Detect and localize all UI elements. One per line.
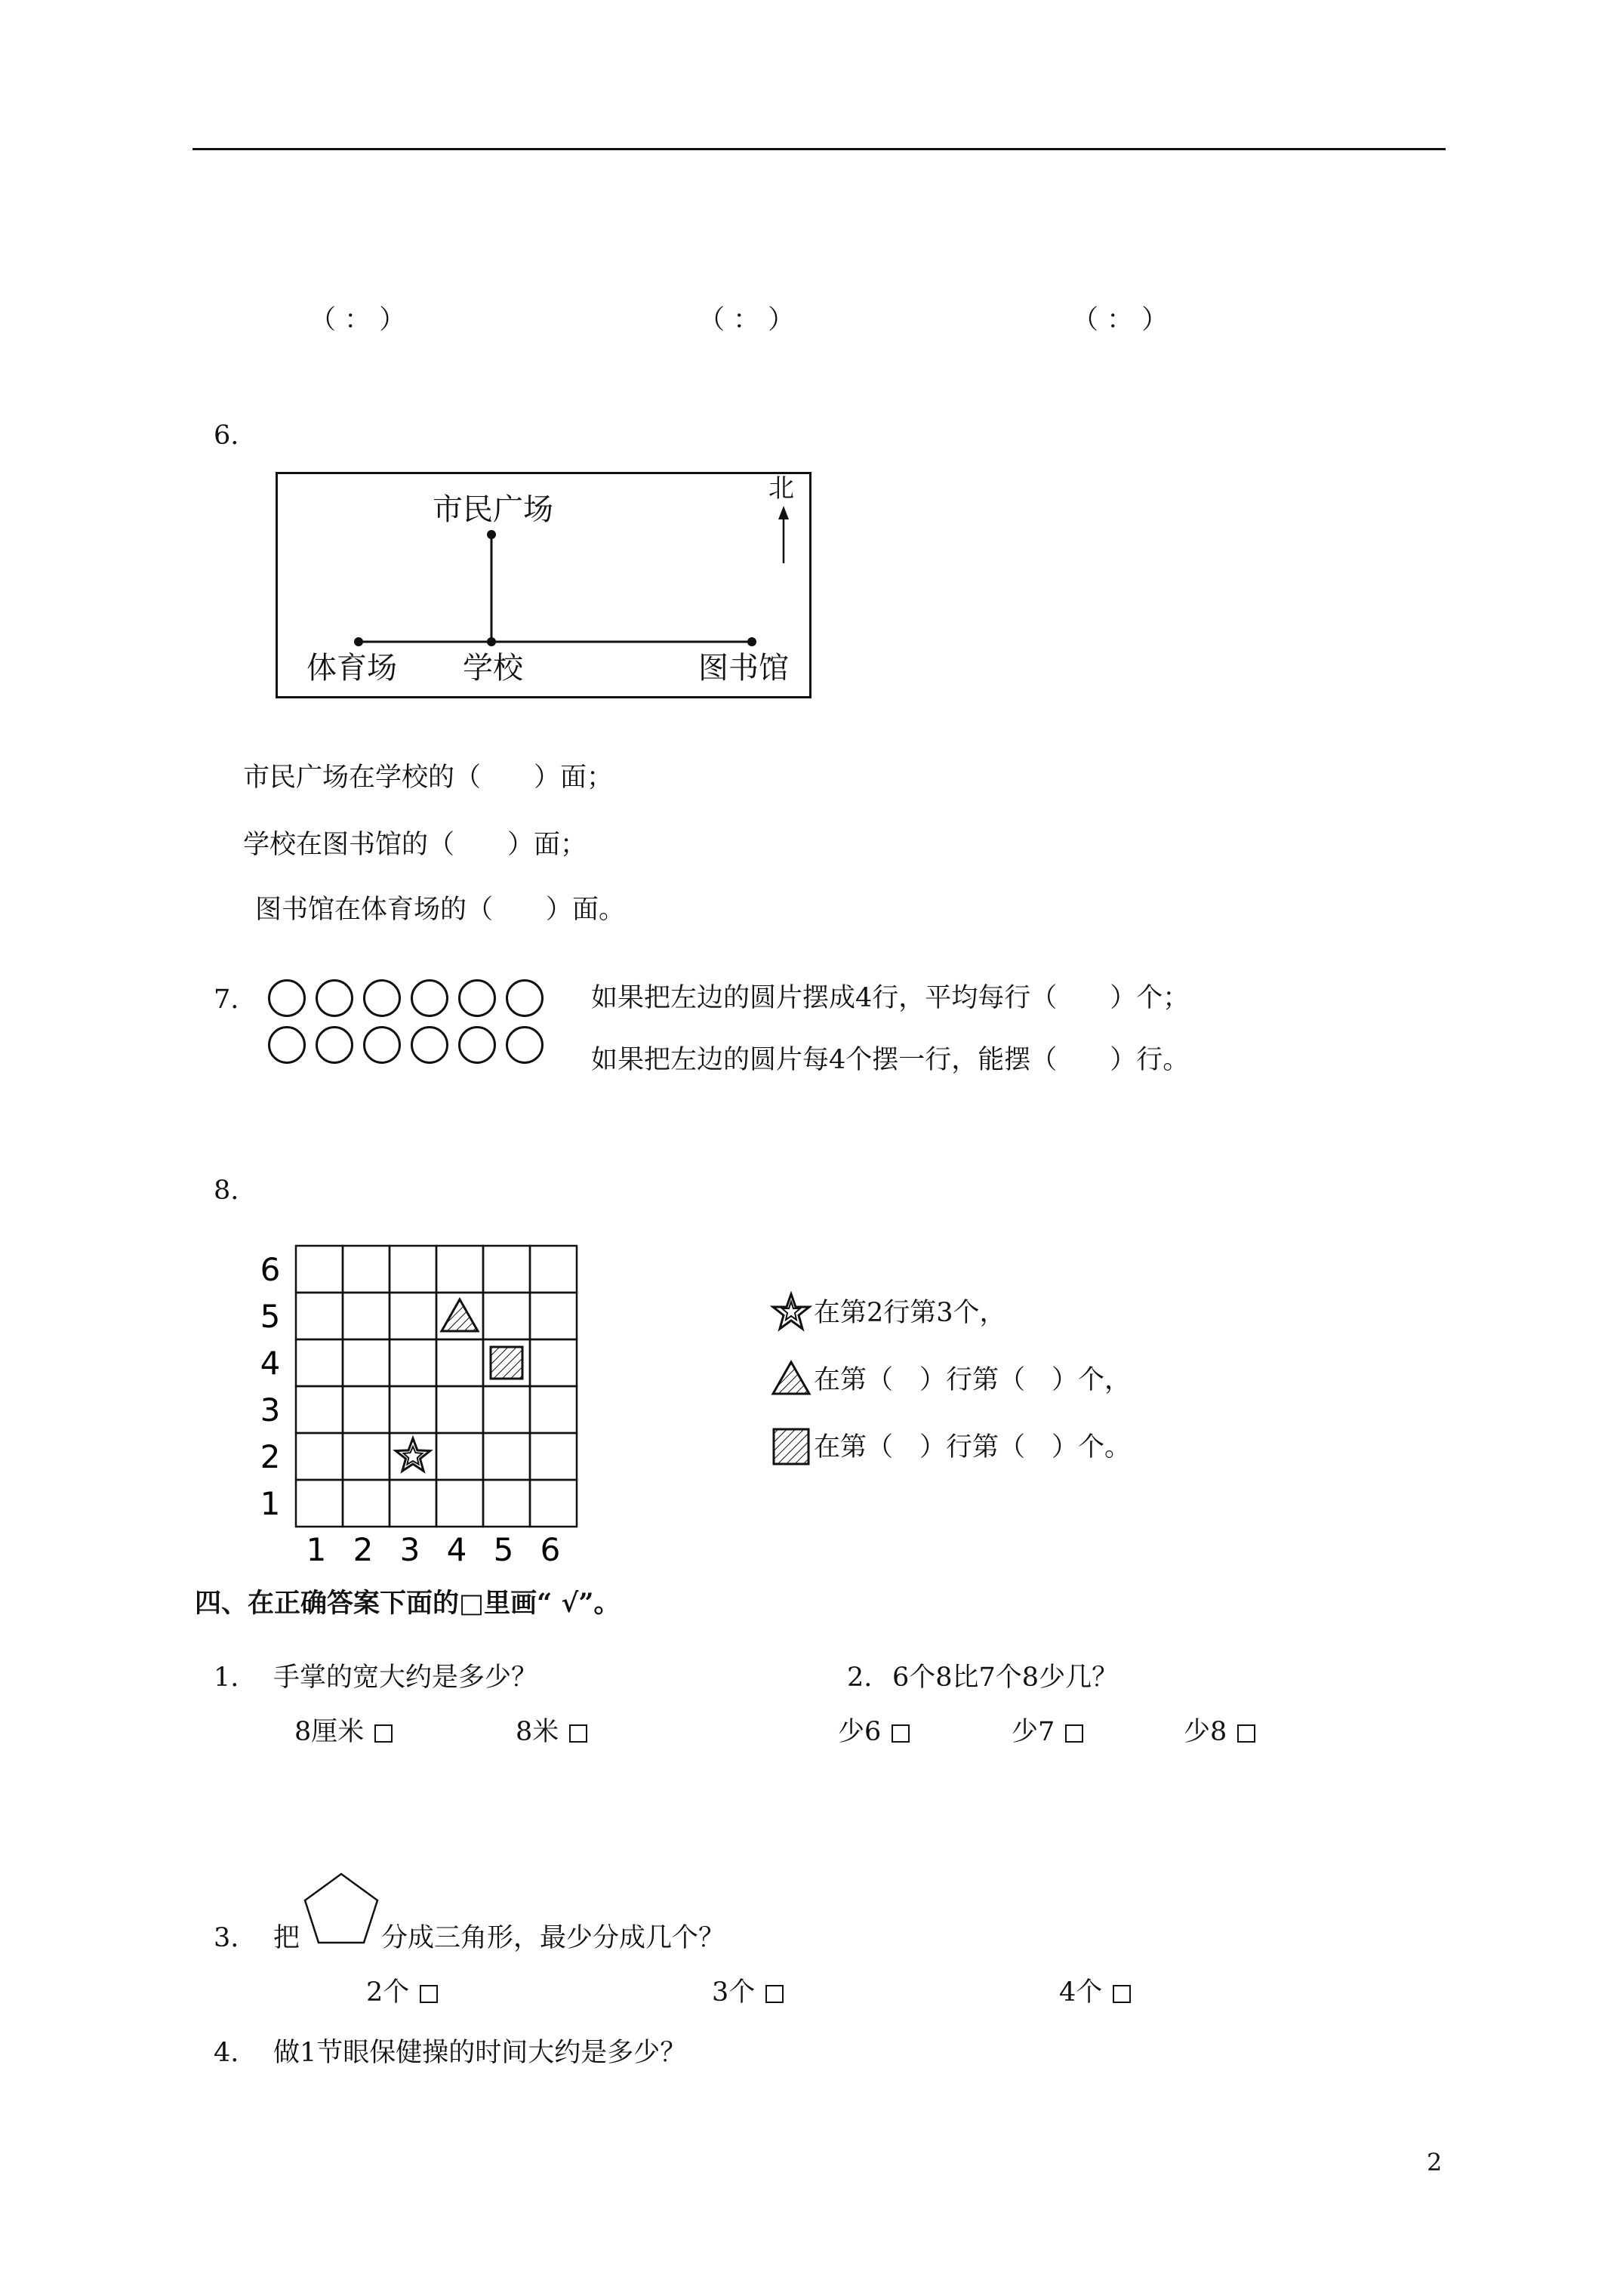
checkbox[interactable] [374,1724,393,1743]
checkbox[interactable] [1065,1724,1083,1743]
header-rule [192,148,1446,150]
grid-cell [530,1246,577,1293]
s4-q2-option-3[interactable]: 少8 [1184,1715,1255,1749]
checkbox[interactable] [569,1724,587,1743]
circle-piece [506,1026,544,1064]
library-point [747,637,756,646]
grid-row-label: 5 [260,1298,281,1335]
checkbox[interactable] [420,1985,438,2003]
circle-piece [268,979,306,1017]
s4-q3-text-after: 分成三角形，最少分成几个？ [381,1923,725,1953]
stadium-point [354,637,363,646]
north-arrow-head-icon [778,506,789,519]
checkbox[interactable] [892,1724,910,1743]
s4-q1-option-2[interactable]: 8米 [516,1715,587,1749]
coordinate-grid [249,1238,596,1570]
pentagon-icon [300,1871,382,1946]
grid-cell [343,1246,390,1293]
s4-q1-option-1[interactable]: 8厘米 [294,1715,393,1749]
map-label-library: 图书馆 [698,651,789,686]
map-label-plaza: 市民广场 [433,492,553,527]
grid-cell [390,1386,436,1433]
grid-star-icon [396,1438,430,1471]
grid-cell [296,1246,343,1293]
grid-cell [436,1339,483,1386]
circle-piece [316,979,353,1017]
map-label-stadium: 体育场 [306,651,397,686]
s4-q3-text-before: 把 [273,1923,300,1953]
checkbox[interactable] [1113,1985,1131,2003]
s4-q2-option-2[interactable]: 少7 [1012,1715,1083,1749]
grid-cell [436,1386,483,1433]
circle-piece [316,1026,353,1064]
grid-cell [530,1339,577,1386]
grid-cell [296,1386,343,1433]
grid-cell [343,1386,390,1433]
grid-col-label: 1 [306,1531,327,1568]
checkbox[interactable] [765,1985,784,2003]
school-point [487,637,496,646]
grid-cell [296,1293,343,1339]
s4-q4-text: 做1节眼保健操的时间大约是多少？ [273,2038,687,2068]
q6-line-2: 学校在图书馆的（ ）面； [243,830,587,860]
map-label-school: 学校 [463,651,523,686]
circle-piece [363,1026,401,1064]
grid-cell [390,1246,436,1293]
grid-row-label: 6 [260,1251,281,1288]
grid-cell [530,1433,577,1480]
s4-q3-option-1[interactable]: 2个 [366,1976,438,2009]
circle-piece [506,979,544,1017]
grid-cell [530,1386,577,1433]
clock-answer-3: （ ： ） [1072,305,1169,335]
page-number: 2 [1427,2148,1443,2177]
grid-row-label: 4 [260,1345,281,1382]
s4-q3-number: 3. [214,1923,239,1953]
grid-cell [483,1293,530,1339]
s4-q2-number: 2. [847,1663,873,1693]
grid-cell [436,1246,483,1293]
grid-cell [483,1433,530,1480]
grid-cell [390,1293,436,1339]
q6-number: 6. [214,421,239,451]
grid-row-label: 3 [260,1391,281,1428]
clock-answer-1: （ ： ） [310,305,406,335]
clock-answer-2: （ ： ） [698,305,795,335]
grid-cell [343,1433,390,1480]
s4-q1-number: 1. [214,1663,239,1693]
circle-piece [363,979,401,1017]
grid-cell [436,1480,483,1527]
circle-piece [411,979,448,1017]
grid-cell [343,1339,390,1386]
grid-cell [343,1293,390,1339]
circle-piece [411,1026,448,1064]
q7-line-2: 如果把左边的圆片每4个摆一行，能摆（ ）行。 [591,1045,1190,1075]
grid-row-label: 1 [260,1485,281,1522]
grid-cell [483,1480,530,1527]
map-label-north: 北 [768,473,794,504]
grid-col-label: 4 [446,1531,467,1568]
q6-line-1: 市民广场在学校的（ ）面； [243,763,614,793]
grid-row-label: 2 [260,1438,281,1475]
section4-title: 四、在正确答案下面的□里画“ √”。 [195,1588,621,1619]
grid-col-label: 3 [399,1531,420,1568]
legend-square-icon [771,1427,811,1466]
s4-q2-text: 6个8比7个8少几？ [892,1663,1119,1693]
grid-cell [390,1339,436,1386]
s4-q2-option-1[interactable]: 少6 [838,1715,910,1749]
grid-cell [390,1480,436,1527]
grid-cell [296,1339,343,1386]
q8-line-1: 在第2行第3个， [814,1298,1006,1328]
s4-q1-text: 手掌的宽大约是多少？ [273,1663,538,1693]
grid-cell [483,1386,530,1433]
grid-cell [296,1433,343,1480]
grid-cell [483,1246,530,1293]
q8-number: 8. [214,1176,239,1206]
s4-q4-number: 4. [214,2038,239,2068]
q7-line-1: 如果把左边的圆片摆成4行，平均每行（ ）个； [591,983,1190,1013]
grid-col-label: 5 [493,1531,514,1568]
legend-triangle-icon [770,1359,812,1397]
grid-cell [436,1433,483,1480]
grid-col-label: 2 [353,1531,374,1568]
circle-piece [268,1026,306,1064]
s4-q3-option-3[interactable]: 4个 [1059,1976,1131,2009]
direction-map [276,472,812,698]
grid-square-icon [491,1347,522,1379]
circle-piece [458,1026,496,1064]
q7-number: 7. [214,985,239,1015]
grid-col-label: 6 [540,1531,561,1568]
grid-triangle-hatch [440,1298,479,1333]
s4-q3-option-2[interactable]: 3个 [712,1976,784,2009]
q6-line-3: 图书馆在体育场的（ ）面。 [255,895,626,925]
grid-cell [530,1480,577,1527]
circle-piece [458,979,496,1017]
q8-line-3: 在第（ ）行第（ ）个。 [814,1432,1132,1462]
grid-cell [296,1480,343,1527]
plaza-point [487,530,496,539]
q8-line-2: 在第（ ）行第（ ）个， [814,1365,1132,1395]
legend-star-icon [770,1291,812,1333]
grid-cell [530,1293,577,1339]
checkbox[interactable] [1237,1724,1255,1743]
grid-cell [343,1480,390,1527]
